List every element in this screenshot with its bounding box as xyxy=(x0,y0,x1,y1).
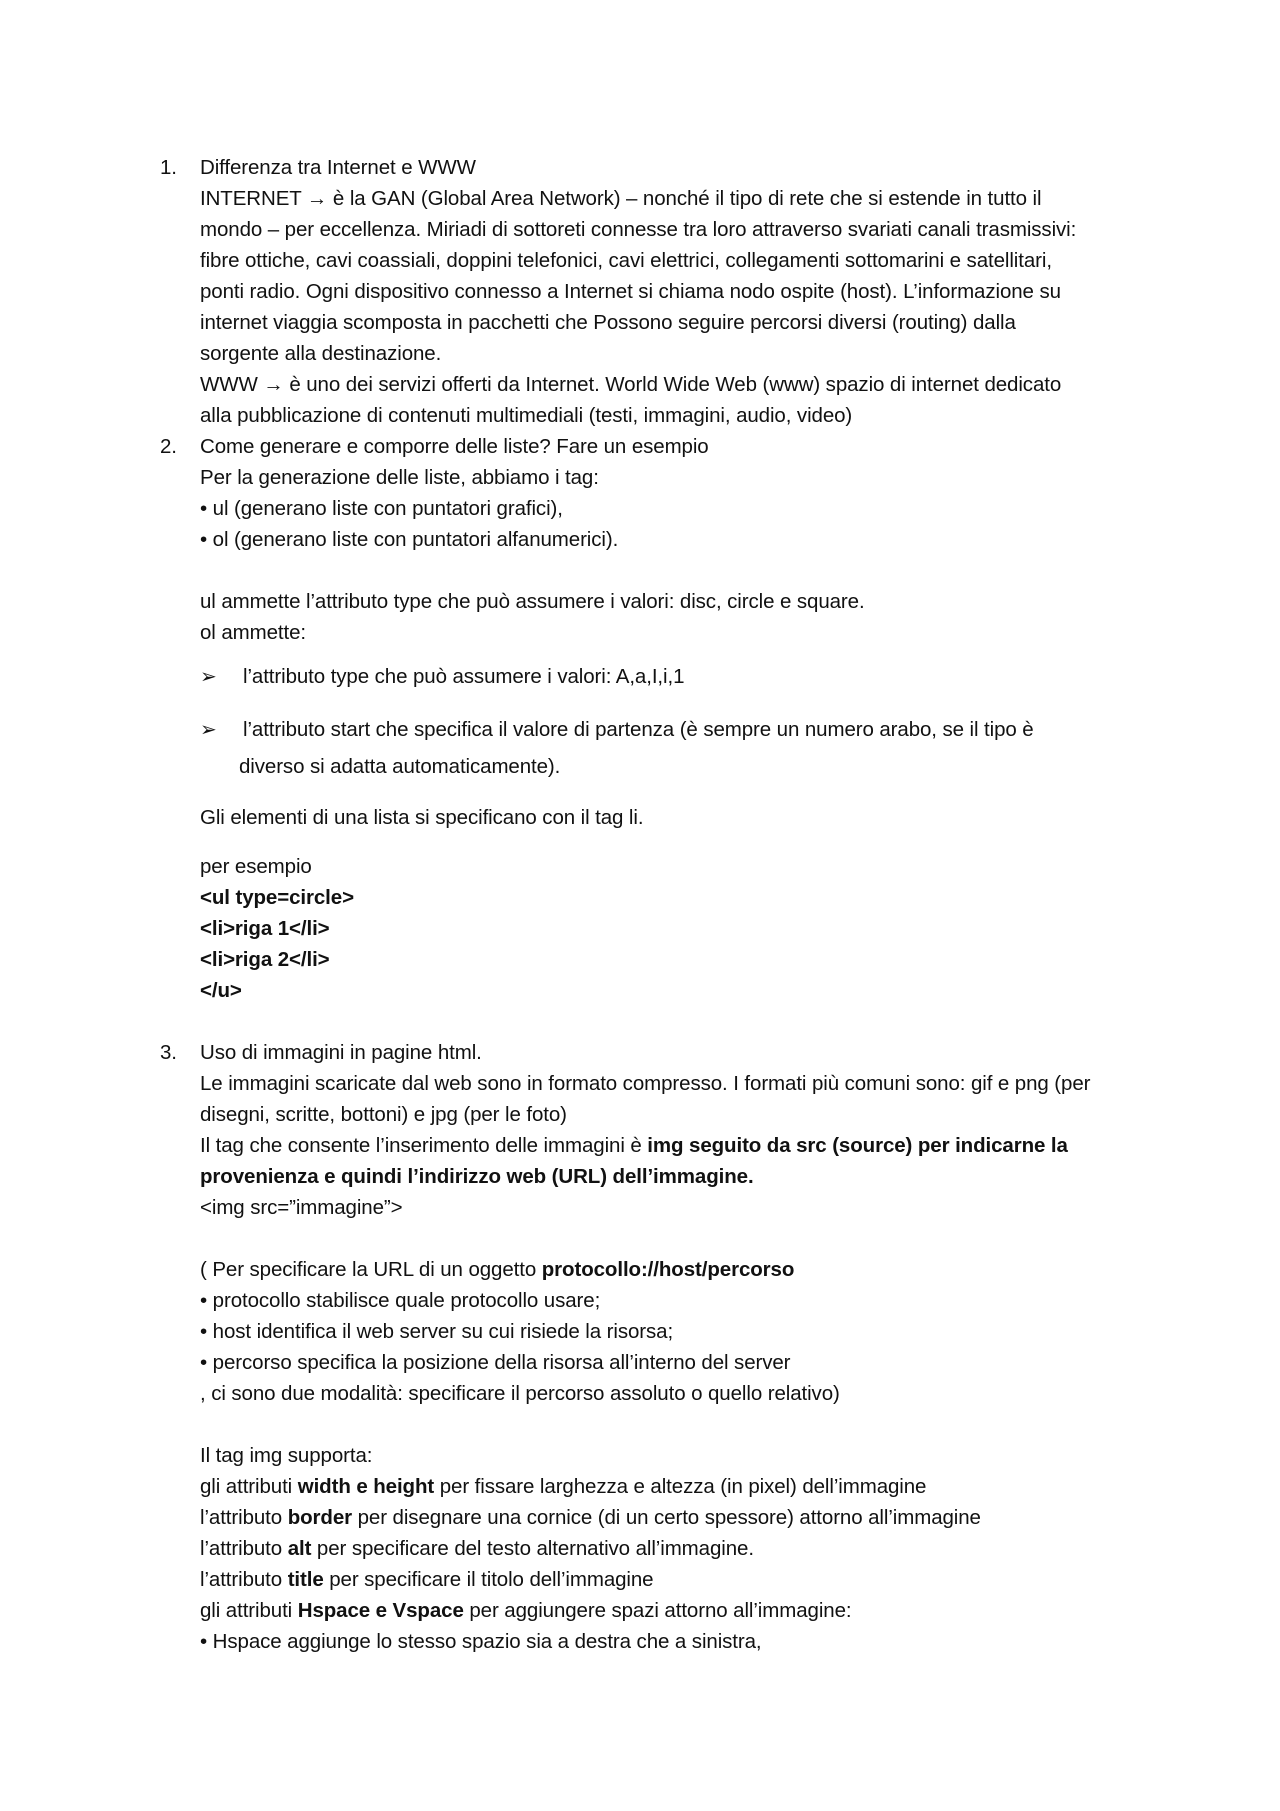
code-line: <li>riga 2</li> xyxy=(200,948,330,971)
paragraph-line: Per la generazione delle liste, abbiamo i tag: xyxy=(200,466,599,489)
paragraph-line: WWW → è uno dei servizi offerti da Internet. World Wide Web (www) spazio di internet dedicato xyxy=(200,373,1062,396)
ol-start-item-cont: diverso si adatta automaticamente). xyxy=(239,755,561,778)
attr-line xyxy=(200,1570,653,1591)
attr-line xyxy=(200,1477,926,1498)
text-run: per disegnare una cornice (di un certo spessore) attorno all’immagine xyxy=(352,1506,981,1529)
ol-start-item: l’attributo start che specifica il valore di partenza (è sempre un numero arabo, se il tipo è xyxy=(243,718,1034,741)
section-2-title: Come generare e comporre delle liste? Fare un esempio xyxy=(200,435,709,458)
code-line: <ul type=circle> xyxy=(200,886,354,909)
arrow-bullet-icon: ➢ xyxy=(200,666,217,688)
section-1-title: Differenza tra Internet e WWW xyxy=(200,156,476,179)
text-run: l’attributo xyxy=(200,1568,288,1591)
text-run: l’attributo xyxy=(200,1506,288,1529)
paragraph-line: fibre ottiche, cavi coassiali, doppini telefonici, cavi elettrici, collegamenti sottomarini e satellitari, xyxy=(200,249,1052,272)
paragraph-line: ol ammette: xyxy=(200,621,306,644)
bold-run: title xyxy=(287,1568,324,1591)
text-run: Il tag che consente l’inserimento delle immagini è xyxy=(200,1134,648,1157)
paragraph-line: sorgente alla destinazione. xyxy=(200,342,442,365)
bullet-ul: • ul (generano liste con puntatori grafici), xyxy=(200,497,563,520)
code-line: <li>riga 1</li> xyxy=(200,917,330,940)
url-item: • protocollo stabilisce quale protocollo usare; xyxy=(200,1289,601,1312)
text-run: per specificare del testo alternativo all’immagine. xyxy=(311,1537,754,1560)
bold-run: Hspace e Vspace xyxy=(297,1599,464,1622)
section-2-number: 2. xyxy=(160,435,177,458)
paragraph-line: disegni, scritte, bottoni) e jpg (per le foto) xyxy=(200,1103,567,1126)
paragraph-line: INTERNET → è la GAN (Global Area Network) – nonché il tipo di rete che si estende in tutto il xyxy=(200,187,1042,210)
url-item: • percorso specifica la posizione della risorsa all’interno del server xyxy=(200,1351,791,1374)
section-1-number: 1. xyxy=(160,156,177,179)
section-3-number: 3. xyxy=(160,1041,177,1064)
section-3-title: Uso di immagini in pagine html. xyxy=(200,1041,482,1064)
ol-type-item: l’attributo type che può assumere i valori: A,a,I,i,1 xyxy=(243,665,685,688)
paragraph-line: internet viaggia scomposta in pacchetti che Possono seguire percorsi diversi (routing) dalla xyxy=(200,311,1016,334)
attr-line xyxy=(200,1539,754,1560)
attr-line xyxy=(200,1601,851,1622)
code-line: </u> xyxy=(200,979,242,1002)
text-run: l’attributo xyxy=(200,1537,288,1560)
paragraph-line: Il tag img supporta: xyxy=(200,1444,373,1467)
text-run: ( Per specificare la URL di un oggetto xyxy=(200,1258,542,1281)
bullet-hspace: • Hspace aggiunge lo stesso spazio sia a destra che a sinistra, xyxy=(200,1630,762,1653)
paragraph-line xyxy=(200,1260,794,1281)
text-run: per fissare larghezza e altezza (in pixel) dell’immagine xyxy=(434,1475,927,1498)
attr-line xyxy=(200,1508,981,1529)
bullet-ol: • ol (generano liste con puntatori alfanumerici). xyxy=(200,528,619,551)
bold-run: img seguito da src (source) per indicarne la xyxy=(647,1134,1068,1157)
text-run: per specificare il titolo dell’immagine xyxy=(323,1568,654,1591)
paragraph-line: ul ammette l’attributo type che può assumere i valori: disc, circle e square. xyxy=(200,590,865,613)
paragraph-line: mondo – per eccellenza. Miriadi di sottoreti connesse tra loro attraverso svariati canali trasmissivi: xyxy=(200,218,1077,241)
bold-run: border xyxy=(287,1506,353,1529)
example-label: per esempio xyxy=(200,855,312,878)
text-run: gli attributi xyxy=(200,1599,298,1622)
bold-run: protocollo://host/percorso xyxy=(541,1258,795,1281)
paragraph-line: provenienza e quindi l’indirizzo web (URL) dell’immagine. xyxy=(200,1165,754,1188)
text-run: per aggiungere spazi attorno all’immagine: xyxy=(463,1599,852,1622)
paragraph-line: Le immagini scaricate dal web sono in formato compresso. I formati più comuni sono: gif e png (per xyxy=(200,1072,1091,1095)
paragraph-line: alla pubblicazione di contenuti multimediali (testi, immagini, audio, video) xyxy=(200,404,853,427)
bold-run: width e height xyxy=(297,1475,435,1498)
paragraph-line: ponti radio. Ogni dispositivo connesso a Internet si chiama nodo ospite (host). L’informazione su xyxy=(200,280,1061,303)
paragraph-line xyxy=(200,1136,1068,1157)
paragraph-line: Gli elementi di una lista si specificano con il tag li. xyxy=(200,806,644,829)
url-item: • host identifica il web server su cui risiede la risorsa; xyxy=(200,1320,674,1343)
arrow-bullet-icon: ➢ xyxy=(200,719,217,741)
text-run: gli attributi xyxy=(200,1475,298,1498)
img-example: <img src=”immagine”> xyxy=(200,1196,403,1219)
paragraph-line: , ci sono due modalità: specificare il percorso assoluto o quello relativo) xyxy=(200,1382,840,1405)
bold-run: alt xyxy=(287,1537,312,1560)
